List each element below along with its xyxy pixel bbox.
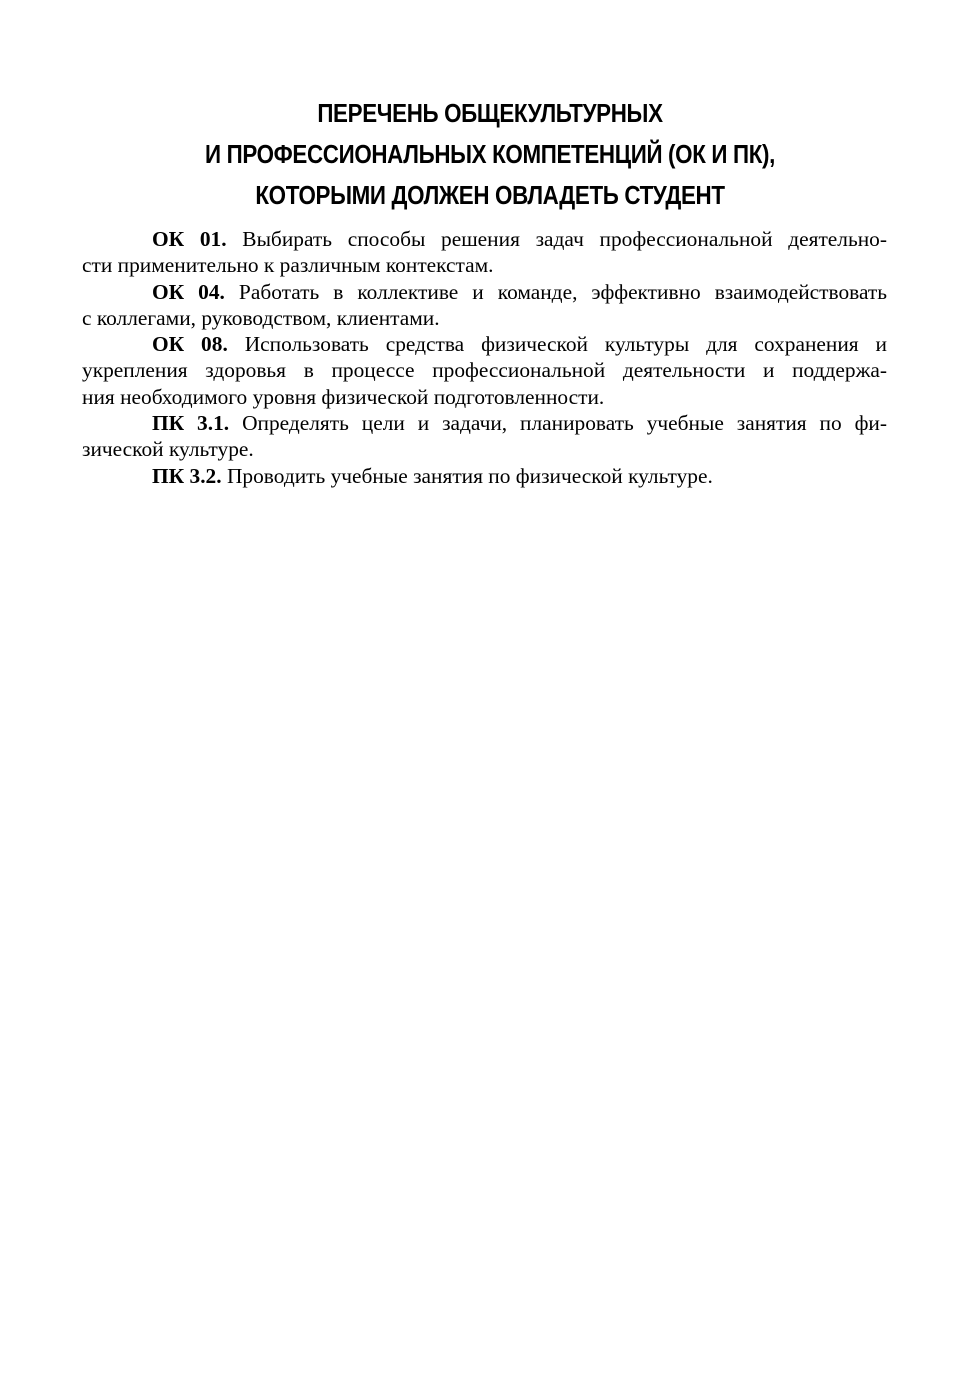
competency-text: Использовать средства физической культуры для сохранения и — [244, 332, 887, 357]
competency-line — [82, 384, 887, 410]
competency-code: ПК 3.1. — [152, 411, 230, 436]
competency-text: с коллегами, руководством, клиентами. — [82, 305, 440, 330]
title-line-1: ПЕРЕЧЕНЬ ОБЩЕКУЛЬТУРНЫХ — [317, 98, 663, 128]
competency-text: ния необходимого уровня физической подготовленности. — [82, 384, 605, 409]
competency-line — [82, 305, 887, 331]
competency-line — [82, 463, 887, 489]
competency-item — [82, 410, 887, 463]
competency-text: сти применительно к различным контекстам. — [82, 253, 494, 278]
competency-line — [82, 279, 887, 305]
competency-line — [82, 331, 887, 357]
competency-text: Выбирать способы решения задач профессиональной деятельно- — [242, 227, 887, 251]
competency-text: укрепления здоровья в процессе профессиональной деятельности и поддержа- — [82, 358, 887, 383]
competency-line — [82, 436, 887, 462]
competency-item — [82, 331, 887, 410]
competency-line — [82, 410, 887, 436]
competency-line — [82, 226, 887, 252]
competency-text: Работать в коллективе и команде, эффективно взаимодействовать — [238, 279, 887, 304]
competency-line — [82, 252, 887, 278]
competency-text: зической культуре. — [82, 437, 254, 462]
page-title — [146, 93, 834, 216]
title-line-2: И ПРОФЕССИОНАЛЬНЫХ КОМПЕТЕНЦИЙ (ОК И ПК), — [205, 139, 775, 169]
competency-item — [82, 463, 887, 489]
competency-item — [82, 226, 887, 279]
competency-item — [82, 279, 887, 332]
competency-list — [82, 226, 887, 489]
competency-line — [82, 357, 887, 383]
competency-text: Определять цели и задачи, планировать учебные занятия по фи- — [242, 411, 888, 436]
competency-code: ОК 08. — [152, 332, 228, 357]
competency-code: ПК 3.2. — [152, 463, 222, 488]
title-line-3: КОТОРЫМИ ДОЛЖЕН ОВЛАДЕТЬ СТУДЕНТ — [255, 180, 725, 210]
competency-code: ОК 04. — [152, 279, 225, 304]
competency-text: Проводить учебные занятия по физической культуре. — [226, 463, 713, 488]
competency-code: ОК 01. — [152, 227, 227, 251]
